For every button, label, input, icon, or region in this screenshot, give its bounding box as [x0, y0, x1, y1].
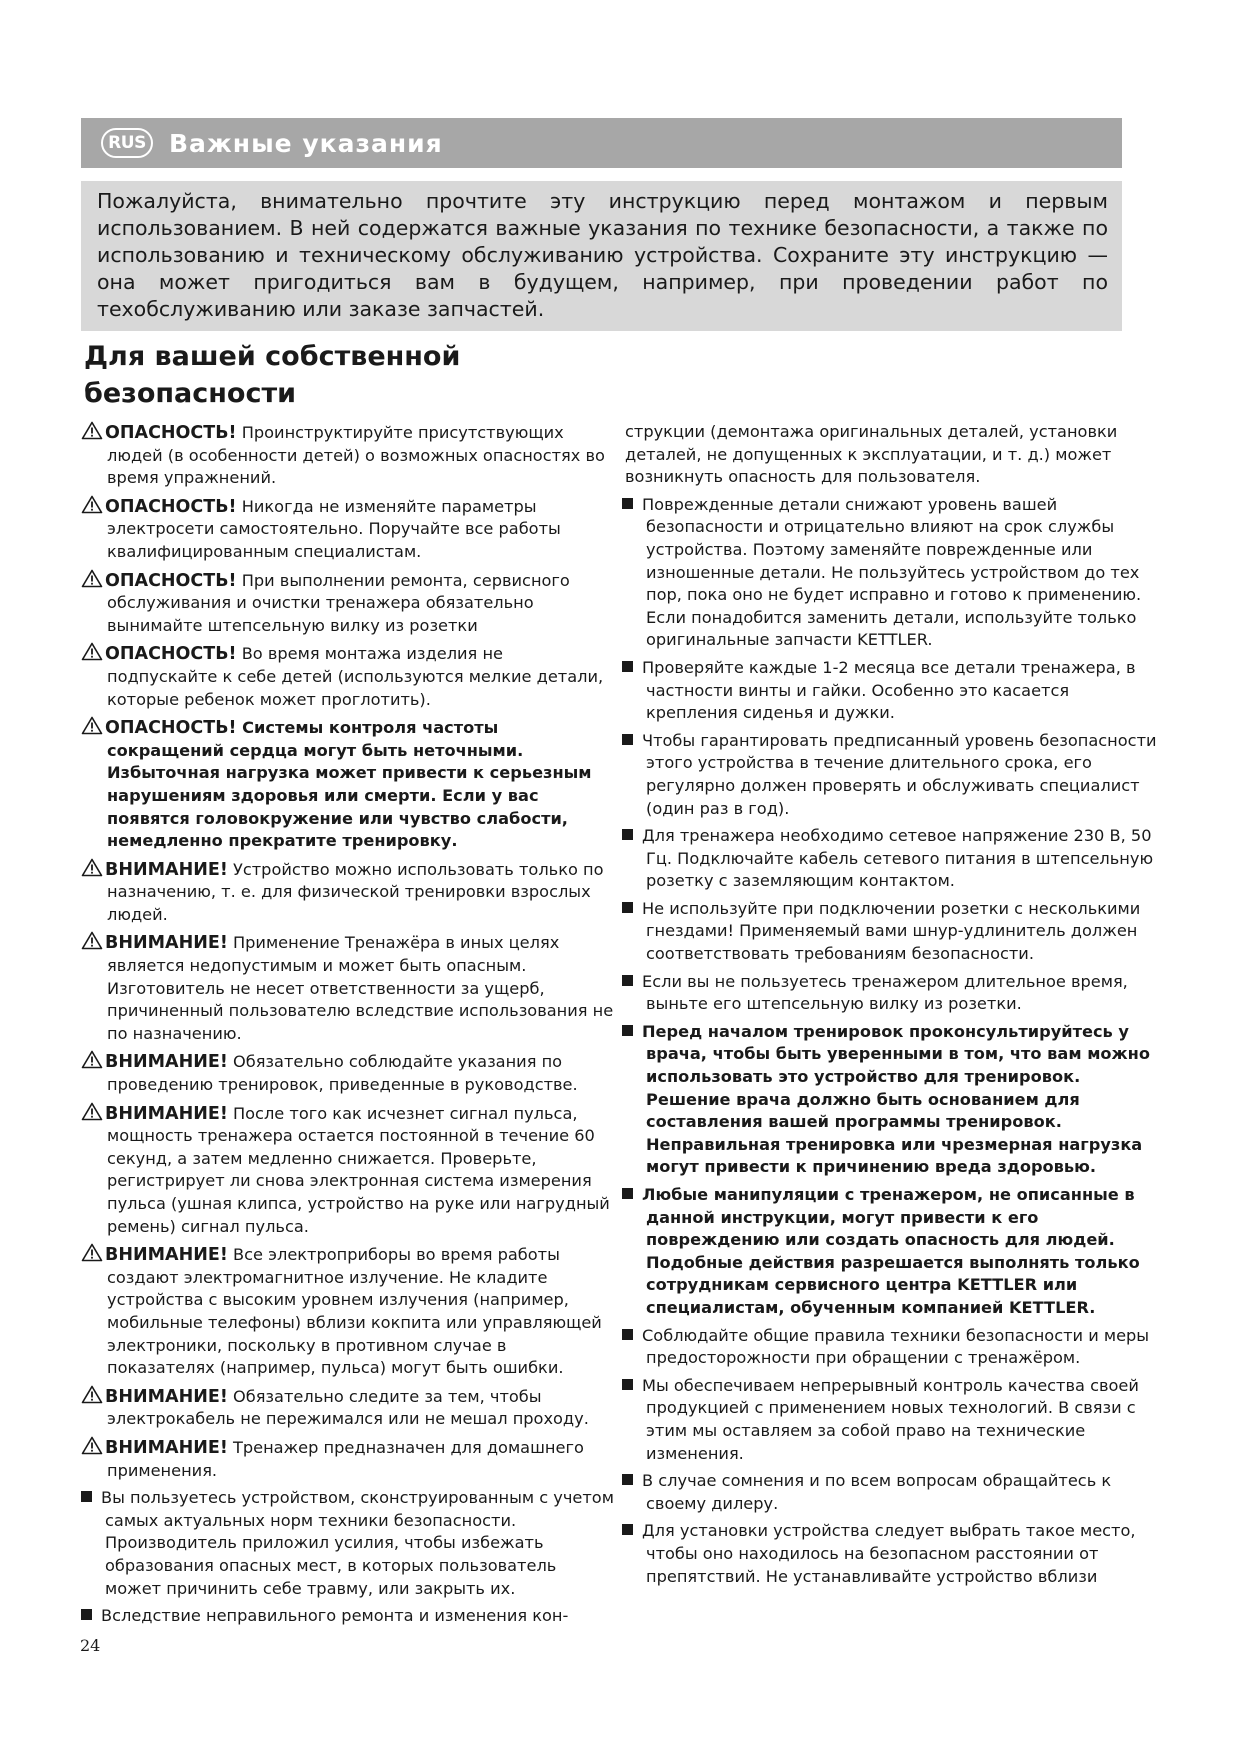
warning-keyword: ВНИМАНИЕ!	[105, 1052, 228, 1073]
bullet-text: Любые манипуляции с тренажером, не описанные в данной инструкции, могут привести к его повреждению или создать опасность для людей. Подобные действия разрешается выполнять только сотрудникам сервисного центра KETTLER или специалистам, обученным компанией KETTLER.	[642, 1185, 1140, 1317]
bullet-square-icon	[622, 661, 633, 672]
warning-keyword: ОПАСНОСТЬ!	[105, 496, 237, 517]
warning-item	[81, 642, 616, 711]
bullet-item	[622, 825, 1157, 893]
bullet-square-icon	[622, 975, 633, 986]
intro-text: Пожалуйста, внимательно прочтите эту инструкцию перед монтажом и первым использованием. В ней содержатся важные указания по технике безопасности, а также по использованию и техническому обслуживанию устройства. Сохраните эту инструкцию — она может пригодиться вам в будущем, например, при проведении работ по техобслуживанию или заказе запчастей.	[97, 189, 1108, 321]
bullet-text: Для установки устройства следует выбрать такое место, чтобы оно находилось на безопасном расстоянии от препятствий. Не устанавливайте устройство вблизи	[642, 1521, 1136, 1586]
warning-text: Устройство можно использовать только по назначению, т. е. для физической тренировки взрослых людей.	[107, 859, 604, 924]
warning-text: Все электроприборы во время работы создают электромагнитное излучение. Не кладите устройства с высоким уровнем излучения (например, мобильные телефоны) вблизи кокпита или управляющей электроники, поскольку в противном случае в показателях (например, пульса) могут быть ошибки.	[107, 1245, 602, 1378]
warning-triangle-icon	[81, 931, 103, 950]
warning-text: Никогда не изменяйте параметры электросети самостоятельно. Поручайте все работы квалифицированным специалистам.	[107, 496, 561, 561]
bullet-item	[622, 730, 1157, 820]
warning-item	[81, 858, 616, 927]
warning-item	[81, 1436, 616, 1482]
warning-item	[81, 1385, 616, 1431]
bullet-text: Перед началом тренировок проконсультируйтесь у врача, чтобы быть уверенными в том, что вам можно использовать это устройство для тренировок. Решение врача должно быть основанием для составления вашей программы тренировок. Неправильная тренировка или чрезмерная нагрузка могут привести к причинению вреда здоровью.	[642, 1021, 1150, 1177]
bullet-text: Вследствие неправильного ремонта и изменения кон-	[101, 1606, 569, 1626]
warning-item	[81, 421, 616, 490]
warning-triangle-icon	[81, 421, 103, 440]
warning-keyword: ВНИМАНИЕ!	[105, 859, 228, 880]
bullet-item	[622, 1021, 1157, 1179]
bullet-item	[81, 1605, 616, 1628]
bullet-item	[622, 494, 1157, 652]
warning-keyword: ВНИМАНИЕ!	[105, 1437, 228, 1458]
warning-text: Обязательно соблюдайте указания по проведению тренировок, приведенные в руководстве.	[107, 1052, 578, 1095]
section-title: Для вашей собственной безопасности	[84, 341, 461, 409]
warning-text: Проинструктируйте присутствующих людей (в особенности детей) о возможных опасностях во время упражнений.	[107, 423, 605, 488]
bullet-item	[622, 1520, 1157, 1588]
warning-keyword: ВНИМАНИЕ!	[105, 1386, 228, 1407]
warning-item	[81, 716, 616, 853]
warning-triangle-icon	[81, 1436, 103, 1455]
bullet-text: Чтобы гарантировать предписанный уровень безопасности этого устройства в течение длительного срока, его регулярно должен проверять и обслуживать специалист (один раз в год).	[642, 730, 1157, 818]
bullet-item	[622, 971, 1157, 1016]
warning-triangle-icon	[81, 1102, 103, 1121]
warning-keyword: ОПАСНОСТЬ!	[105, 570, 237, 591]
bullet-square-icon	[622, 1474, 633, 1485]
bullet-text: Если вы не пользуетесь тренажером длительное время, выньте его штепсельную вилку из розетки.	[642, 971, 1128, 1014]
warning-keyword: ОПАСНОСТЬ!	[105, 718, 237, 739]
bullet-item	[622, 1184, 1157, 1320]
warning-keyword: ВНИМАНИЕ!	[105, 1245, 228, 1266]
warning-keyword: ВНИМАНИЕ!	[105, 1103, 228, 1124]
bullet-item	[622, 1470, 1157, 1515]
bullet-text: В случае сомнения и по всем вопросам обращайтесь к своему дилеру.	[642, 1471, 1112, 1513]
warning-text: Тренажер предназначен для домашнего применения.	[107, 1437, 584, 1480]
bullet-item	[622, 1325, 1157, 1370]
header-title: Важные указания	[169, 128, 443, 158]
left-column	[81, 421, 616, 1633]
warning-text: После того как исчезнет сигнал пульса, мощность тренажера остается постоянной в течение 60 секунд, а затем медленно снижается. Проверьте, регистрирует ли снова электронная система измерения пульса (ушная клипса, устройство на руке или нагрудный ремень) сигнал пульса.	[107, 1103, 610, 1236]
bullet-square-icon	[622, 1025, 633, 1036]
warning-triangle-icon	[81, 716, 103, 735]
language-badge: RUS	[101, 128, 153, 158]
continuation-text: струкции (демонтажа оригинальных деталей, установки деталей, не допущенных к эксплуатации, и т. д.) может возникнуть опасность для пользователя.	[625, 422, 1118, 487]
bullet-text: Для тренажера необходимо сетевое напряжение 230 В, 50 Гц. Подключайте кабель сетевого питания в штепсельную розетку с заземляющим контактом.	[642, 826, 1154, 891]
warning-item	[81, 931, 616, 1045]
right-column	[622, 421, 1157, 1593]
warning-triangle-icon	[81, 1385, 103, 1404]
bullet-square-icon	[622, 1188, 633, 1199]
bullet-square-icon	[622, 1524, 633, 1535]
bullet-square-icon	[81, 1609, 92, 1620]
warning-text: Обязательно следите за тем, чтобы электрокабель не пережимался или не мешал проходу.	[107, 1386, 589, 1429]
warning-triangle-icon	[81, 1243, 103, 1262]
warning-triangle-icon	[81, 1050, 103, 1069]
bullet-square-icon	[622, 829, 633, 840]
warning-item	[81, 495, 616, 564]
warning-triangle-icon	[81, 858, 103, 877]
bullet-square-icon	[81, 1491, 92, 1502]
warning-text: При выполнении ремонта, сервисного обслуживания и очистки тренажера обязательно вынимайте штепсельную вилку из розетки	[107, 570, 570, 635]
section-header-bar	[81, 118, 1122, 168]
intro-notice	[81, 181, 1122, 331]
warning-keyword: ОПАСНОСТЬ!	[105, 644, 237, 665]
warning-text: Применение Тренажёра в иных целях является недопустимым и может быть опасным. Изготовитель не несет ответственности за ущерб, причиненный пользователю вследствие использования не по назначению.	[107, 933, 614, 1043]
bullet-square-icon	[622, 1379, 633, 1390]
bullet-square-icon	[622, 1329, 633, 1340]
bullet-square-icon	[622, 734, 633, 745]
warning-text: Во время монтажа изделия не подпускайте к себе детей (используются мелкие детали, которые ребенок может проглотить).	[107, 644, 604, 709]
warning-triangle-icon	[81, 569, 103, 588]
bullet-item	[622, 898, 1157, 966]
warning-triangle-icon	[81, 495, 103, 514]
warning-keyword: ОПАСНОСТЬ!	[105, 423, 237, 443]
warning-item	[81, 1243, 616, 1380]
bullet-item	[622, 657, 1157, 725]
page-number: 24	[80, 1636, 101, 1655]
bullet-text: Поврежденные детали снижают уровень вашей безопасности и отрицательно влияют на срок службы устройства. Поэтому заменяйте поврежденные или изношенные детали. Не пользуйтесь устройством до тех пор, пока оно не будет исправно и готово к применению. Если понадобится заменить детали, используйте только оригинальные запчасти KETTLER.	[642, 494, 1142, 650]
warning-item	[81, 569, 616, 638]
bullet-text: Не используйте при подключении розетки с несколькими гнездами! Применяемый вами шнур-удлинитель должен соответствовать требованиям безопасности.	[642, 898, 1141, 964]
bullet-text: Соблюдайте общие правила техники безопасности и меры предосторожности при обращении с тренажёром.	[642, 1325, 1150, 1368]
warning-item	[81, 1102, 616, 1239]
warning-text: Системы контроля частоты сокращений сердца могут быть неточными. Избыточная нагрузка может привести к серьезным нарушениям здоровья или смерти. Если у вас появятся головокружение или чувство слабости, немедленно прекратите тренировку.	[107, 718, 592, 851]
bullet-text: Мы обеспечиваем непрерывный контроль качества своей продукцией с применением новых технологий. В связи с этим мы оставляем за собой право на технические изменения.	[642, 1375, 1139, 1463]
warning-keyword: ВНИМАНИЕ!	[105, 933, 228, 954]
bullet-text: Проверяйте каждые 1-2 месяца все детали тренажера, в частности винты и гайки. Особенно это касается крепления сиденья и дужки.	[642, 657, 1136, 723]
warning-triangle-icon	[81, 642, 103, 661]
bullet-square-icon	[622, 498, 633, 509]
bullet-item	[81, 1487, 616, 1600]
warning-item	[81, 1050, 616, 1096]
bullet-square-icon	[622, 902, 633, 913]
bullet-item	[622, 1375, 1157, 1465]
bullet-text: Вы пользуетесь устройством, сконструированным с учетом самых актуальных норм техники безопасности. Производитель приложил усилия, чтобы избежать образования опасных мест, в которых пользователь может причинить себе травму, или закрыть их.	[101, 1488, 614, 1598]
